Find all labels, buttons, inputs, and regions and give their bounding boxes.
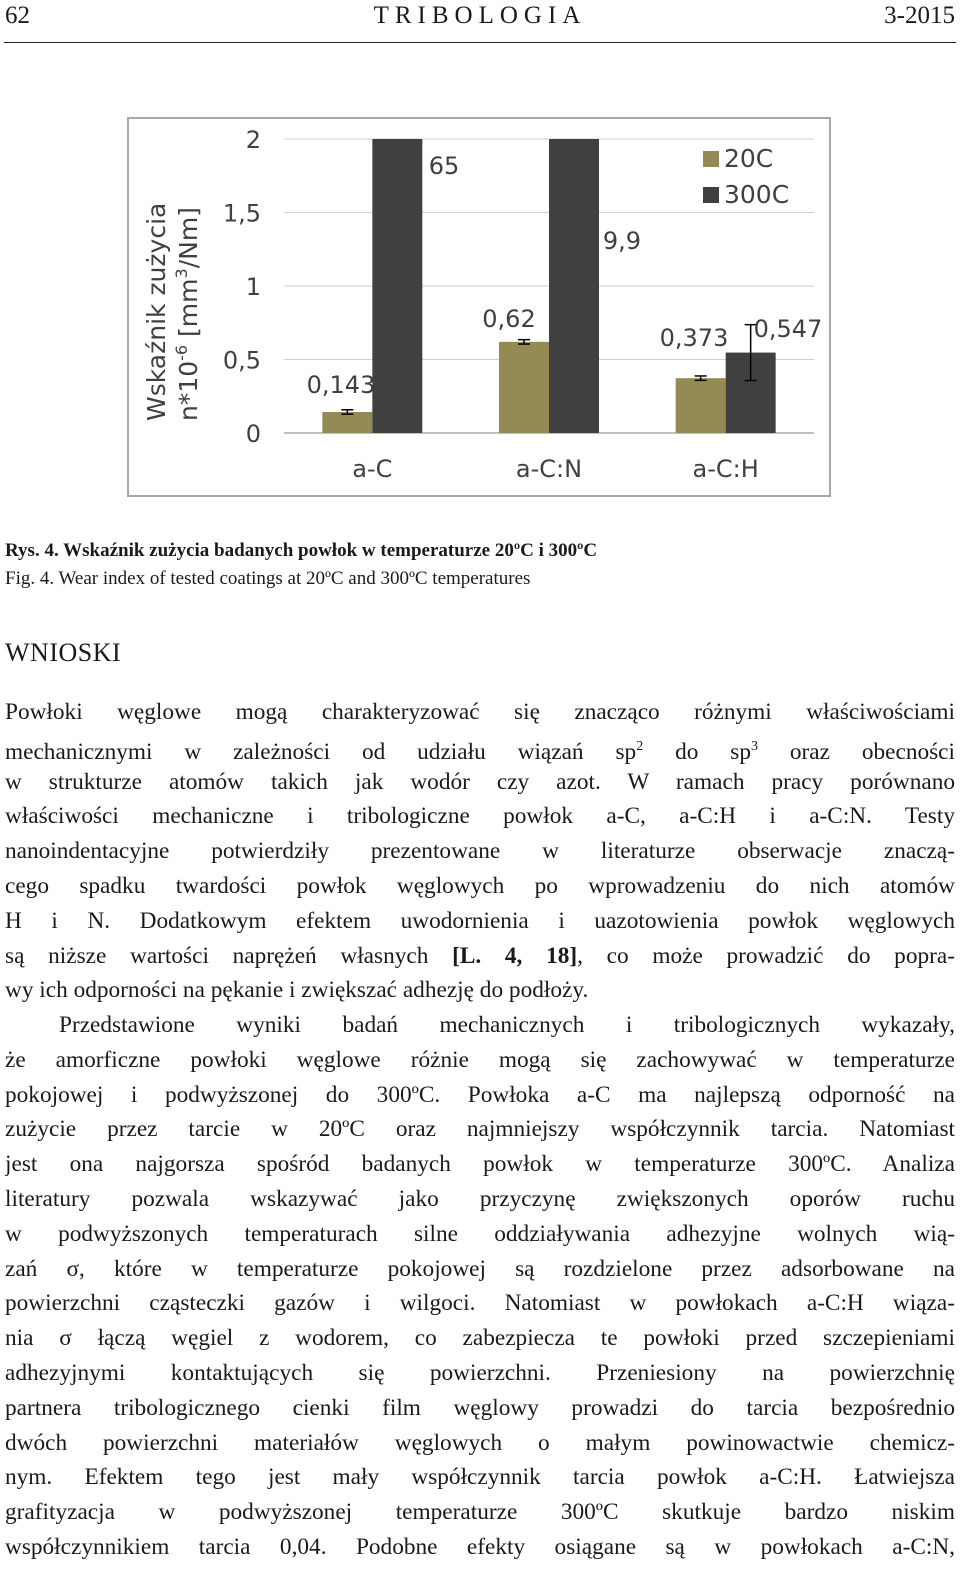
data-label: 0,143: [306, 371, 376, 399]
legend-label-300C: 300C: [724, 180, 790, 209]
text-line: są niższe wartości naprężeń własnych [L. 4, 18], co może prowadzić do popra-: [5, 942, 955, 969]
section-heading: WNIOSKI: [5, 638, 122, 667]
x-tick-label: a-C:N: [515, 455, 583, 483]
text-line: pokojowej i podwyższonej do 300ºC. Powłoka a-C ma najlepszą odporność na: [5, 1081, 955, 1108]
text-line: nanoindentacyjne potwierdziły prezentowane w literaturze obserwacje znaczą-: [5, 838, 955, 865]
paragraph-conclusions-1: [5, 695, 955, 1008]
text-line: właściwości mechaniczne i tribologiczne powłok a-C, a-C:H i a-C:N. Testy: [5, 803, 955, 830]
text-line: w strukturze atomów takich jak wodór czy azot. W ramach pracy porównano: [5, 768, 955, 795]
bar-300C-a-C:N: [549, 139, 599, 433]
y-tick-label: 2: [245, 126, 261, 154]
chart-canvas: [129, 119, 829, 495]
figure-caption-en: Fig. 4. Wear index of tested coatings at 20ºC and 300ºC temperatures: [5, 568, 531, 589]
text-line: jest ona najgorsza spośród badanych powłok w temperaturze 300ºC. Analiza: [5, 1151, 955, 1178]
data-label: 0,547: [753, 315, 823, 343]
y-axis-label-line1: Wskaźnik zużycia: [142, 202, 171, 421]
text-line: Przedstawione wyniki badań mechanicznych i tribologicznych wykazały,: [59, 1012, 955, 1038]
bar-20C-a-C:H: [676, 378, 726, 433]
text-line: Powłoki węglowe mogą charakteryzować się znacząco różnymi właściwościami: [5, 699, 955, 725]
text-line: współczynnikiem tarcia 0,04. Podobne efekty osiągane są w powłokach a-C:N,: [5, 1533, 955, 1560]
data-label: 9,9: [602, 227, 642, 255]
text-line: zużycie przez tarcie w 20ºC oraz najmniejszy współczynnik tarcia. Natomiast: [5, 1116, 955, 1143]
y-tick-label: 1: [245, 273, 261, 301]
y-tick-label: 0,5: [222, 346, 261, 375]
data-label: 0,62: [482, 305, 536, 333]
data-label: 0,373: [659, 324, 729, 352]
text-line: mechanicznymi w zależności od udziału wiązań $sp^2$ do $sp^3$ oraz obecności: [5, 738, 955, 765]
text-line: wy ich odporności na pękanie i zwiększać adhezję do podłoży.: [5, 977, 589, 1004]
text-line: nym. Efektem tego jest mały współczynnik tarcia powłok a-C:H. Łatwiejsza: [5, 1464, 955, 1491]
figure-caption-pl: Rys. 4. Wskaźnik zużycia badanych powłok w temperaturze 20ºC i 300ºC: [5, 540, 598, 561]
journal-name: TRIBOLOGIA: [373, 2, 587, 29]
reference-citation: [L. 4, 18]: [452, 942, 578, 969]
bar-20C-a-C: [322, 412, 372, 433]
running-head: [5, 0, 955, 34]
bar-20C-a-C:N: [499, 342, 549, 433]
chart-legend: [703, 144, 789, 209]
legend-swatch-300C: [703, 187, 719, 203]
y-tick-label: 0: [245, 420, 261, 448]
text-line: dwóch powierzchni materiałów węglowych o małym powinowactwie chemicz-: [5, 1429, 955, 1456]
x-tick-label: a-C:H: [692, 455, 759, 483]
text-line: adhezyjnymi kontaktujących się powierzchni. Przeniesiony na powierzchnię: [5, 1359, 955, 1386]
text-line: w podwyższonych temperaturach silne oddziaływania adhezyjne wolnych wią-: [5, 1220, 955, 1247]
header-rule: [4, 42, 956, 43]
text-line: zań σ, które w temperaturze pokojowej są rozdzielone przez adsorbowane na: [5, 1255, 955, 1282]
issue-number: 3-2015: [884, 2, 955, 29]
y-axis-label-line2: $n*10^{-6}$ $[mm^3/Nm]$: [172, 207, 203, 421]
bar-300C-a-C: [372, 139, 422, 433]
text-line: powierzchni cząsteczki gazów i wilgoci. Natomiast w powłokach a-C:H wiąza-: [5, 1290, 955, 1317]
y-tick-label: 1,5: [222, 199, 261, 228]
page-number: 62: [5, 2, 30, 29]
legend-swatch-20C: [703, 151, 719, 167]
text-line: grafityzacja w podwyższonej temperaturze 300ºC skutkuje bardzo niskim: [5, 1499, 955, 1526]
text-line: literatury pozwala wskazywać jako przyczynę zwiększonych oporów ruchu: [5, 1185, 955, 1212]
legend-label-20C: 20C: [724, 144, 774, 173]
text-line: nia σ łączą węgiel z wodorem, co zabezpiecza te powłoki przed szczepieniami: [5, 1325, 955, 1352]
data-label: 65: [428, 152, 460, 180]
text-line: cego spadku twardości powłok węglowych po wprowadzeniu do nich atomów: [5, 872, 955, 899]
paragraph-conclusions-2: [5, 1008, 955, 1565]
text-line: partnera tribologicznego cienki film węglowy prowadzi do tarcia bezpośrednio: [5, 1394, 955, 1421]
chart-y-axis-label: [142, 203, 203, 421]
text-line: H i N. Dodatkowym efektem uwodornienia i uazotowienia powłok węglowych: [5, 907, 955, 934]
text-line: że amorficzne powłoki węglowe różnie mogą się zachowywać w temperaturze: [5, 1046, 955, 1073]
wear-index-chart: [127, 117, 831, 497]
x-tick-label: a-C: [352, 455, 393, 483]
